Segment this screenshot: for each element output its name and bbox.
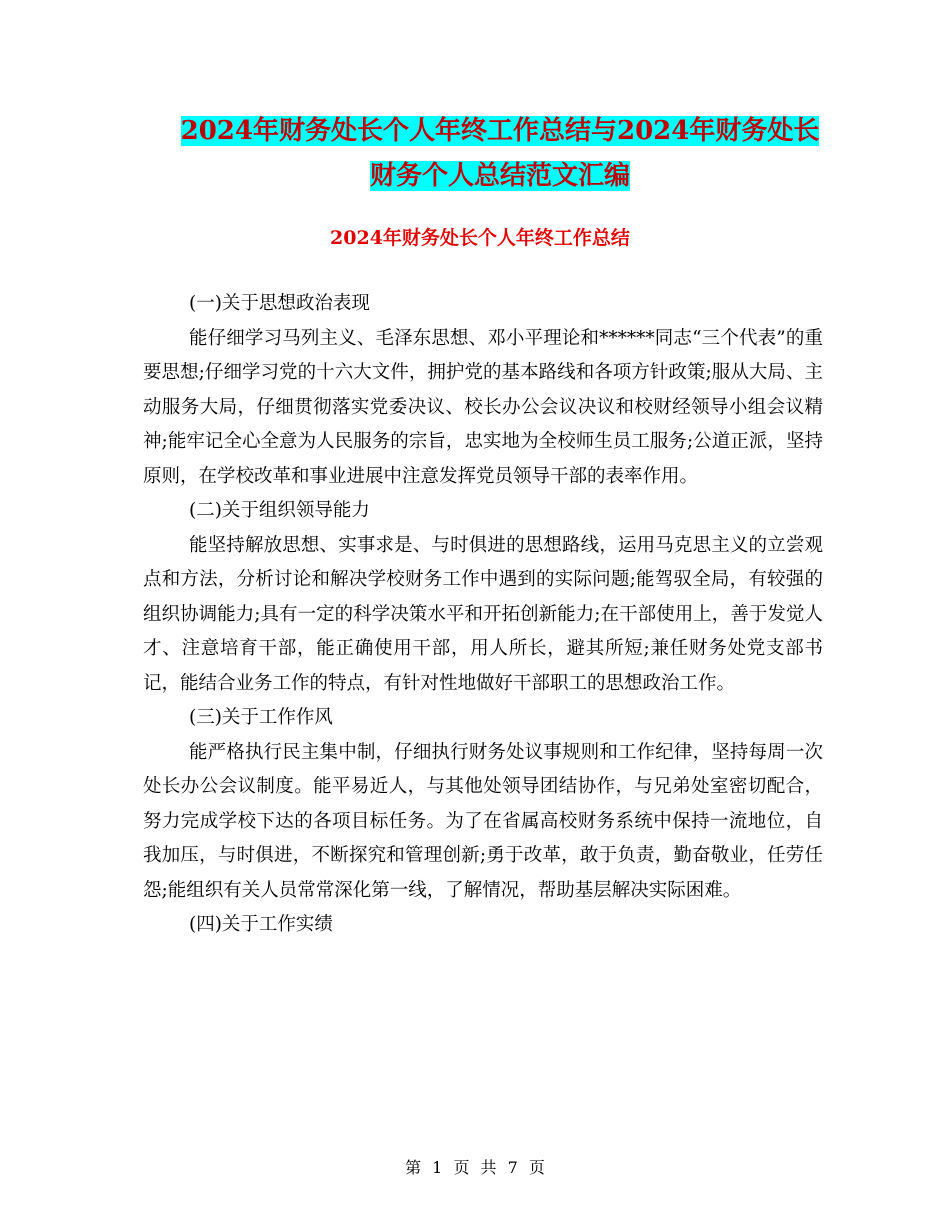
section-heading-3: (三)关于工作作风 [189, 707, 333, 728]
section-heading-1: (一)关于思想政治表现 [189, 293, 370, 314]
document-body [143, 287, 823, 943]
page-footer: 第 1 页 共 7 页 [405, 1158, 545, 1177]
section-paragraph-2: 能坚持解放思想、实事求是、与时俱进的思想路线，运用马克思主义的立尝观点和方法，分析讨论和解决学校财务工作中遇到的实际问题;能驾驭全局，有较强的组织协调能力;具有一定的科学决策水平和开拓创新能力;在干部使用上，善于发觉人才、注意培育干部，能正确使用干部，用人所长，避其所短;兼任财务处党支部书记，能结合业务工作的特点，有针对性地做好干部职工的思想政治工作。 [143, 534, 823, 694]
section-paragraph-1: 能仔细学习马列主义、毛泽东思想、邓小平理论和******同志“三个代表”的重要思想;仔细学习党的十六大文件，拥护党的基本路线和各项方针政策;服从大局、主动服务大局，仔细贯彻落实党委决议、校长办公会议决议和校财经领导小组会议精神;能牢记全心全意为人民服务的宗旨，忠实地为全校师生员工服务;公道正派，坚持原则，在学校改革和事业进展中注意发挥党员领导干部的表率作用。 [143, 327, 823, 487]
section-heading-4: (四)关于工作实绩 [189, 914, 333, 935]
document-title-line2 [130, 155, 870, 192]
section-paragraph-3: 能严格执行民主集中制，仔细执行财务处议事规则和工作纪律，坚持每周一次处长办公会议制度。能平易近人，与其他处领导团结协作，与兄弟处室密切配合，努力完成学校下达的各项目标任务。为了在省属高校财务系统中保持一流地位，自我加压，与时俱进，不断探究和管理创新;勇于改革，敢于负责，勤奋敬业，任劳任怨;能组织有关人员常常深化第一线，了解情况，帮助基层解决实际困难。 [143, 741, 823, 901]
section-subtitle: 2024年财务处长个人年终工作总结 [330, 227, 630, 249]
document-title-line1-text: 2024年财务处长个人年终工作总结与2024年财务处长 [180, 116, 820, 146]
document-title-line1 [130, 110, 870, 147]
document-title-line2-text: 财务个人总结范文汇编 [369, 161, 630, 191]
section-heading-2: (二)关于组织领导能力 [189, 500, 370, 521]
